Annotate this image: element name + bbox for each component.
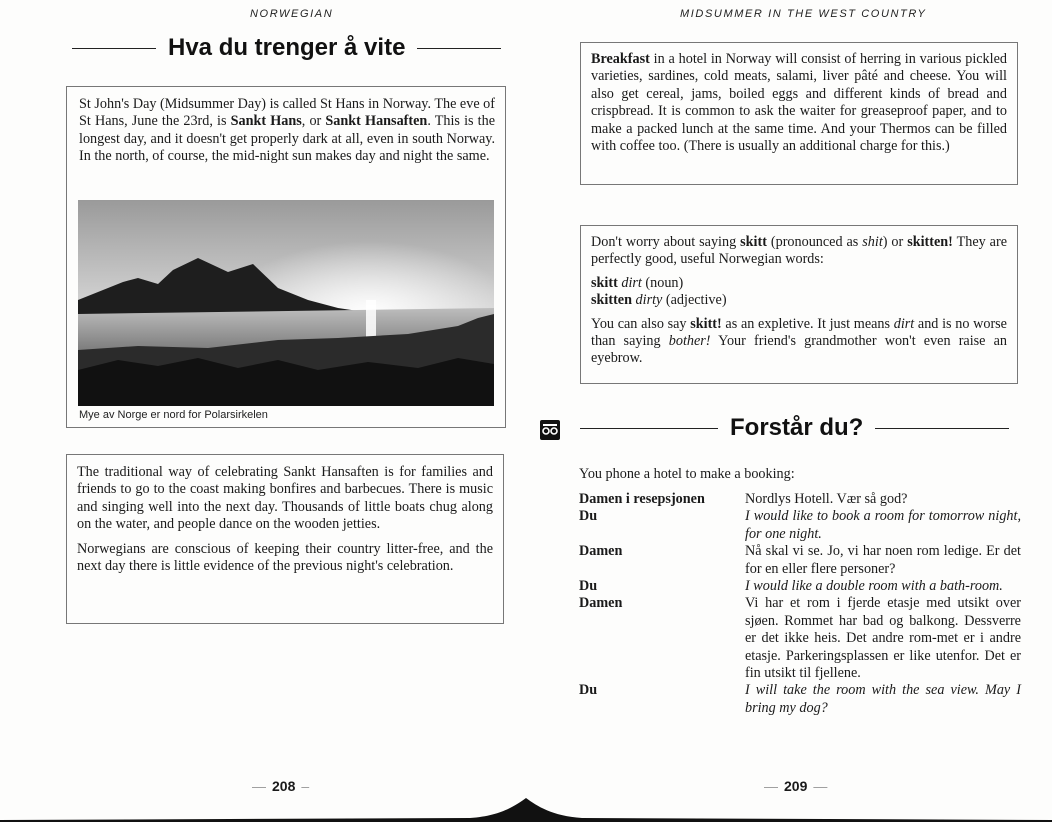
info-box-celebration [66,454,504,624]
vocab-entry: skitt dirt (noun) [591,274,684,291]
paragraph: St John's Day (Midsummer Day) is called St Hans in Norway. The eve of St Hans, June the 23rd, is Sankt Hans, or Sankt Hansaften. This is the longest day, and it doesn't get properly dark at all, even in south Norway. In the north, of course, the mid-night sun makes day and night the same. [79,96,495,165]
paragraph: Norwegians are conscious of keeping their country litter-free, and the next day there is little evidence of the previous night's celebration. [77,540,493,575]
heading-text: Forstår du? [730,414,864,441]
speaker: Du [579,578,598,595]
midnight-sun-illustration [78,200,494,406]
speaker: Du [579,508,598,525]
dialogue-line: Vi har et rom i fjerde etasje med utsikt over sjøen. Rommet har bad og balkong. Dessverre er det ikke heis. Det andre rom-met er i andre etasje. Parkeringsplassen er like utenfor. Det er fin utsikt til fjellene. [745,595,1021,682]
heading-text: Hva du trenger å vite [168,34,406,61]
book-spine-shadow [0,796,1052,822]
info-box-breakfast [580,42,1018,185]
speaker: Du [579,682,598,699]
speaker: Damen i resepsjonen [579,491,705,507]
paragraph: You can also say skitt! as an expletive. It just means dirt and is no worse than saying bother! Your friend's grandmother won't even raise an eyebrow. [591,315,1008,367]
right-page [526,0,1052,822]
dialogue-line: I would like to book a room for tomorrow night, for one night. [745,508,1021,542]
dialogue-intro: You phone a hotel to make a booking: [579,466,795,482]
landscape-photo [78,200,494,406]
dialogue-line: I would like a double room with a bath-room. [745,578,1003,595]
photo-caption: Mye av Norge er nord for Polarsirkelen [79,409,268,421]
paragraph: Don't worry about saying skitt (pronounced as shit) or skitten! They are perfectly good, useful Norwegian words: [591,234,1007,268]
heading-rule [875,428,1009,429]
paragraph: The traditional way of celebrating Sankt Hansaften is for families and friends to go to the coast making bonfires and barbecues. There is music and singing well into the next day. Thousands of little boats chug along on the water, and people dance on the wooden jetties. [77,464,493,533]
heading-rule [417,48,501,49]
running-head-left: NORWEGIAN [250,8,334,20]
page-number-left: — 208 – [252,778,310,794]
section-heading-left [72,34,501,62]
running-head-right: MIDSUMMER IN THE WEST COUNTRY [680,8,927,20]
speaker: Damen [579,543,623,560]
dialogue-line: Nordlys Hotell. Vær så god? [745,491,908,507]
section-heading-right [580,414,1009,442]
dialogue [579,491,1021,717]
page-number-right: — 209 — [764,778,828,794]
paragraph: Breakfast in a hotel in Norway will consist of herring in various pickled varieties, sardines, cold meats, salami, liver pâté and cheese. You will also get cereal, jams, boiled eggs and different kinds of bread and crispbread. It is common to ask the waiter for greaseproof paper, and to make a packed lunch at the same time. And your Thermos can be filled with coffee too. (There is usually an additional charge for this.) [591,51,1007,155]
heading-rule [580,428,718,429]
dialogue-line: Nå skal vi se. Jo, vi har noen rom ledige. Er det for en eller flere personer? [745,543,1021,577]
info-box-vocabulary [580,225,1018,384]
dialogue-line: I will take the room with the sea view. May I bring my dog? [745,682,1021,716]
speaker: Damen [579,595,623,612]
cassette-glyph [540,420,560,440]
audio-cassette-icon[interactable] [540,420,560,440]
heading-rule [72,48,156,49]
vocab-entry: skitten dirty (adjective) [591,292,727,309]
